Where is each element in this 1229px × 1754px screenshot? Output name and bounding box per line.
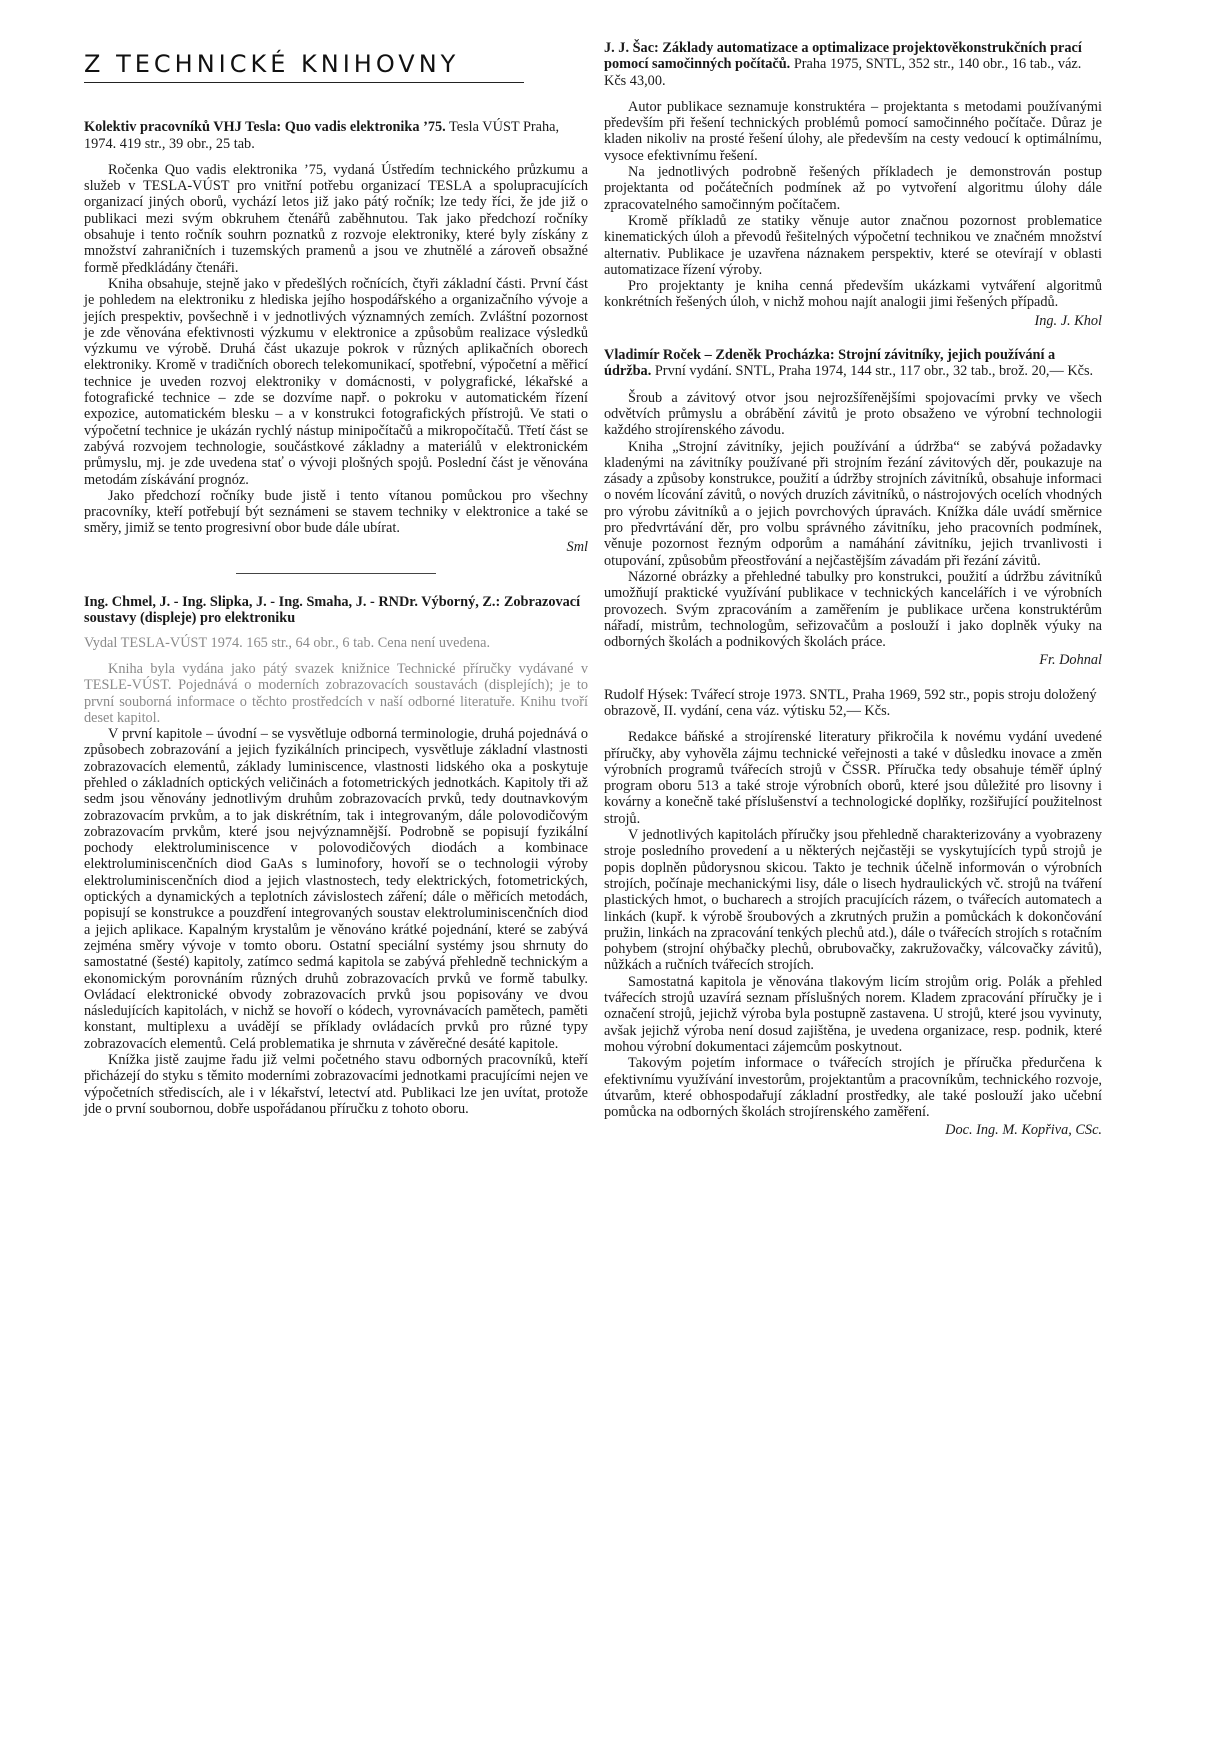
review-header <box>604 687 1102 720</box>
review-body <box>84 661 588 1117</box>
paragraph: Redakce báňské a strojírenské literatury přikročila k novému vydání uvedené příručky, aby vyhověla zájmu technické veřejnosti a také v důsledku inovace a změn výrobních programů tvářecích strojů v ČSSR. Příručka tedy obsahuje téměř úplný program oboru 513 a také stroje výrobních oborů, které jsou důležité pro lisovny i kovárny a konečně také příslušenství a technologické doplňky, rozšiřující použitelnost strojů. <box>604 729 1102 827</box>
paragraph: Názorné obrázky a přehledné tabulky pro konstrukci, použití a údržbu závitníků umožňují praktické využívání publikace v technických kancelářích i ve výrobních provozech. Svým zpracováním a zaměřením je publikace určena konstruktérům nářadí, mistrům, technologům, seřizovačům a poslouží i jako doplněk výuky na odborných školách a podnikových školách práce. <box>604 568 1102 651</box>
right-column <box>604 40 1102 1155</box>
paragraph: Kromě příkladů ze statiky věnuje autor značnou pozornost problematice kinematických úloh a převodů řešitelných výpočetní technikou ve značném množství alternativ. Publikace je uzavřena náznakem perspektiv, které se otevírají v oblasti automatizace řízení výroby. <box>604 212 1102 278</box>
review-signature: Fr. Dohnal <box>1039 652 1102 669</box>
review-signature: Sml <box>566 538 588 555</box>
paragraph: V první kapitole – úvodní – se vysvětluje odborná terminologie, druhá pojednává o způsobech zobrazování a jejich fyzikálních principech, vysvětluje základní vlastnosti zobrazovacích elementů, základy luminiscence, vlastnosti lidského oka a poskytuje přehled o základních optických veličinách a fotometrických jednotkách. Kapitoly tři až sedm jsou věnovány jednotlivým druhům zobrazovacích prvků, tedy doutnavkovým zobrazovacím prvkům, a to jak diskrétním, tak i integrovaným, dále polovodičovým zobrazovacím prvkům, které jsou nejvýznamnější. Podrobně se popisují fyzikální pochody elektroluminiscence v polovodičových diodách a kombinace elektroluminiscenčních diod GaAs s luminofory, hovoří se o technologii výroby elektroluminiscenčních diod a jejich vlastnostech, tedy elektrických, fotometrických, optických a dynamických a teplotních závislostech záření; dále o měřicích metodách, popisují se konstrukce a pouzdření integrovaných soustav elektroluminiscenčních diod a jejich aplikace. Kapalným krystalům je věnováno krátké pojednání, které se zabývá zejména směry vývoje v tomto oboru. Ostatní speciální systémy jsou shrnuty do samostatné (šesté) kapitoly, zatímco sedmá kapitola se zabývá přehledně technickým a ekonomickým porovnáním různých druhů zobrazovacích prvků ve formě tabulky. Ovládací elektronické obvody zobrazovacích prvků jsou popisovány ve dvou následujících kapitolách, v nichž se hovoří o kódech, vyrovnávacích pamětech, paměti konstant, multiplexu a uvádějí se příklady ovládacích prvků pro různé typy zobrazovacích elementů. Celá problematika je shrnuta v závěrečné desáté kapitole. <box>84 726 588 1052</box>
review-zavitniky <box>604 347 1102 669</box>
paragraph: Pro projektanty je kniha cenná především ukázkami vytváření algoritmů konkrétních řešených úloh, v nichž mohou najít analogii jimi řešených případů. <box>604 278 1102 311</box>
review-header-bold: Vladimír Roček – Zdeněk Procházka: Strojní závitníky, jejich používání a údržba. <box>604 347 1056 380</box>
review-sac <box>604 40 1102 329</box>
review-body <box>84 162 588 537</box>
separator <box>236 573 436 574</box>
paragraph: Kniha byla vydána jako pátý svazek knižnice Technické příručky vydávané v TESLE-VÚST. Pojednává o moderních zobrazovacích soustavách (displejích); je to první souborná informace o těchto prostředcích v naší odborné literatuře. Knihu tvoří deset kapitol. <box>84 660 588 726</box>
paragraph: Knížka jistě zaujme řadu již velmi početného stavu odborných pracovníků, kteří přicházejí do styku s těmito moderními zobrazovacími jednotkami pracujícími nejen ve výpočetních střediscích, ale i v lékařství, letectví atd. Publikaci lze jen uvítat, protože jde o první soubornou, dobře uspořádanou příručku z tohoto oboru. <box>84 1052 588 1117</box>
review-header-rest: Tesla VÚST Praha, 1974. 419 str., 39 obr., 25 tab. <box>84 119 560 152</box>
review-header <box>84 119 588 152</box>
review-signature: Ing. J. Khol <box>1034 312 1102 329</box>
paragraph: Jako předchozí ročníky bude jistě i tento vítanou pomůckou pro všechny pracovníky, kteří potřebují být seznámeni se stavem techniky v elektronice a také se směry, jimiž se tento progresivní obor bude dále ubírat. <box>84 487 588 537</box>
paragraph: V jednotlivých kapitolách příručky jsou přehledně charakterizovány a vyobrazeny stroje posledního provedení a u některých nejčastěji se vyskytujících typů strojů je popis doplněn půdorysnou skicou. Takto je technik účelně informován o výrobních strojích, počínaje mechanickými lisy, dále o lisech hydraulických vč. strojů na tváření plastických hmot, o bucharech a strojích pracujících rázem, o tvářecích automatech a linkách (kupř. k výrobě šroubových a zkrutných pružin a pomůckách k dokončování pružin, linkách na zpracování tenkých plechů atd.), dále o tvářecích strojích s rotačním pohybem (strojní ohýbačky plechů, obrubovačky, zakružovačky, válcovačky závitů), nůžkách a ručních tvářecích strojích. <box>604 827 1102 974</box>
review-header-rest: Rudolf Hýsek: Tvářecí stroje 1973. SNTL, Praha 1969, 592 str., popis stroju doložený obrazově, II. vydání, cena váz. výtisku 52,— Kčs. <box>604 686 1097 719</box>
review-header-bold: J. J. Šac: Základy automatizace a optimalizace projektověkonstrukčních prací pomocí samočinných počítačů. <box>604 40 1082 73</box>
review-header-rest: První vydání. SNTL, Praha 1974, 144 str., 117 obr., 32 tab., brož. 20,— Kčs. <box>651 363 1094 380</box>
review-tvareci-stroje <box>604 687 1102 1139</box>
review-body <box>604 729 1102 1120</box>
review-signature: Doc. Ing. M. Kopřiva, CSc. <box>945 1122 1102 1139</box>
review-header-bold: Ing. Chmel, J. - Ing. Slipka, J. - Ing. Smaha, J. - RNDr. Výborný, Z.: Zobrazovací soustavy (displeje) pro elektroniku <box>84 594 581 627</box>
paragraph: Samostatná kapitola je věnována tlakovým licím strojům orig. Polák a přehled tvářecích strojů uzavírá seznam příslušných norem. Kladem zpracování příručky je i označení strojů, jejichž výroba byla postupně zastavena. U strojů, které jsou vyvinuty, avšak jejichž výroba není dosud zajištěna, je uvedena organizace, resp. podnik, které mohou výrobní dokumentaci zájemcům poskytnout. <box>604 973 1102 1055</box>
paragraph: Šroub a závitový otvor jsou nejrozšířenějšími spojovacími prvky ve všech odvětvích průmyslu a obrábění závitů je proto obsaženo ve výrobní technologii každého strojírenského závodu. <box>604 389 1102 439</box>
section-title: Z TECHNICKÉ KNIHOVNY <box>84 50 460 78</box>
left-column <box>84 40 588 1133</box>
review-header <box>604 347 1102 380</box>
review-header <box>604 40 1102 89</box>
review-header <box>84 594 588 627</box>
review-quo-vadis <box>84 119 588 555</box>
review-body <box>604 99 1102 311</box>
title-rule <box>84 82 524 83</box>
paragraph: Ročenka Quo vadis elektronika ’75, vydaná Ústředím technického průzkumu a služeb v TESLA-VÚST pro vnitřní potřebu organizací TESLA a spolupracujících organizací jiných oborů, vychází letos již jako pátý ročník; lze tedy říci, že jde již o publikaci mezi svým obkruhem čtenářů zaběhnutou. Tak jako předchozí ročníky obsahuje i tento ročník souhrn poznatků z rozvoje elektroniky, které byly získány z množství zahraničních i tuzemských pramenů a jsou ve zhutnělé a zároveň obsažné formě předkládány čtenáři. <box>84 161 588 276</box>
review-displeje <box>84 594 588 1117</box>
review-header-bold: Kolektiv pracovníků VHJ Tesla: Quo vadis elektronika ’75. <box>84 119 446 136</box>
paragraph: Takovým pojetím informace o tvářecích strojích je příručka předurčena k efektivnímu využívání investorům, projektantům a pracovníkům, technického rozvoje, útvarům, které obhospodařují základní prostředky, ale také poslouží jako učební pomůcka na odborných školách strojírenského zaměření. <box>604 1055 1102 1121</box>
paragraph: Kniha obsahuje, stejně jako v předešlých ročnících, čtyři základní části. První část je pohledem na elektroniku z hlediska jejího hospodářského a organizačního vývoje a jejích prespektiv, povšechně i v jednotlivých významných zemích. Zvláštní pozornost je zde věnována efektivnosti výzkumu v elektronice a způsobům realizace výsledků výzkumu ve výrobě. Druhá část ukazuje pokrok v různých aplikačních oborech elektroniky. Kromě v tradičních oborech telekomunikací, spotřební, výpočetní a měřicí technice je uveden rozvoj elektroniky v domácnosti, v polygrafické, lékařské a fotografické technice – zde se dozvíme např. o pokroku v automatickém řízení expozice, automatickém blesku – a v konstrukci fotografických přístrojů. Ve stati o výpočetní technice je ukázán rychlý nástup minipočítačů a mikropočítačů. Třetí část se zabývá rozvojem technologie, součástkové základny a materiálů v elektronickém průmyslu, mj. je zde uvedena stať o vývoji plošných spojů. Poslední část je věnována metodám získávání prognóz. <box>84 275 588 488</box>
paragraph: Na jednotlivých podrobně řešených příkladech je demonstrován postup projektanta od počátečních podmínek až po vytvoření algoritmu úlohy dále zpracovatelného samočinným počítačem. <box>604 164 1102 213</box>
paragraph: Kniha „Strojní závitníky, jejich používání a údržba“ se zabývá požadavky kladenými na závitníky používané při strojním řezání závitových děr, poukazuje na zásady a způsoby konstrukce, použití a údržby strojních závitníků, obsahuje informaci o novém lícování závitů, o nových druzích závitníků, o nástrojových ocelích vhodných pro výrobu závitníků a o jejich povrchových úpravách. Knížka dále uvádí směrnice pro předvrtávání děr, pro volbu správného závitníku, jeho pracovních podmínek, věnuje pozornost řezným odporům a namáhání závitníku, jejich trvanlivosti i otupování, způsobům přeostřování a nejčastějším závadám při řezání závitů. <box>604 438 1102 569</box>
paragraph: Autor publikace seznamuje konstruktéra – projektanta s metodami používanými především při řešení technických problémů pomocí samočinného počítače. Důraz je kladen nikoliv na prosté řešení úlohy, ale především na cesty vedoucí k optimálnímu, vysoce efektivnímu řešení. <box>604 98 1102 164</box>
review-body <box>604 390 1102 651</box>
review-header-rest: Praha 1975, SNTL, 352 str., 140 obr., 16 tab., váz. Kčs 43,00. <box>604 56 1082 89</box>
review-publisher-line: Vydal TESLA-VÚST 1974. 165 str., 64 obr., 6 tab. Cena není uvedena. <box>84 634 491 651</box>
